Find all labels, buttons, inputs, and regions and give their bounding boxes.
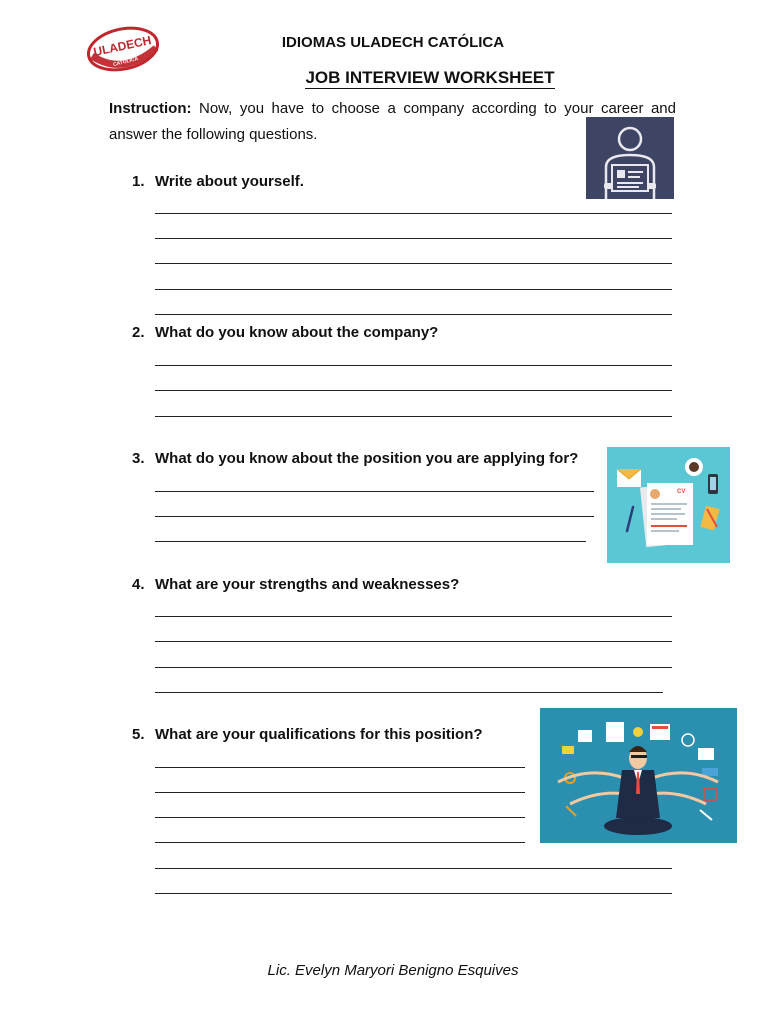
answer-line[interactable] [155,817,525,818]
question-2 [132,324,438,341]
answer-line[interactable] [155,213,672,214]
question-text: What are your qualifications for this position? [155,726,483,743]
answer-line[interactable] [155,792,525,793]
institution-name: IDIOMAS ULADECH CATÓLICA [281,34,505,51]
answer-line[interactable] [155,263,672,264]
desk-cv-illustration [607,447,730,563]
question-1 [132,173,304,190]
answer-line[interactable] [155,365,672,366]
answer-line[interactable] [155,491,594,492]
answer-line[interactable] [155,692,663,693]
question-number: 5. [132,726,145,743]
answer-line[interactable] [155,616,672,617]
question-text: What do you know about the position you are applying for? [155,450,579,467]
answer-line[interactable] [155,767,525,768]
answer-line[interactable] [155,667,672,668]
question-text: Write about yourself. [155,173,304,190]
multitasking-businessman-illustration [540,708,737,843]
instruction-text: Now, you have to choose a company according to your career and answer the following questions. [109,100,676,143]
question-number: 1. [132,173,145,190]
answer-line[interactable] [155,541,586,542]
question-5 [132,726,483,743]
question-3 [132,450,578,467]
document-title-text: JOB INTERVIEW WORKSHEET [305,68,555,87]
question-number: 2. [132,324,145,341]
answer-line[interactable] [155,641,672,642]
answer-line[interactable] [155,516,594,517]
logo-subtext: CATÓLICA [112,56,139,69]
answer-line[interactable] [155,314,672,315]
answer-line[interactable] [155,868,672,869]
question-text: What are your strengths and weaknesses? [155,576,460,593]
logo-text: ULADECH [92,33,153,60]
answer-line[interactable] [155,289,672,290]
author-footer: Lic. Evelyn Maryori Benigno Esquives [267,962,519,979]
question-text: What do you know about the company? [155,324,439,341]
answer-line[interactable] [155,238,672,239]
question-number: 4. [132,576,145,593]
question-number: 3. [132,450,145,467]
document-title [0,68,768,88]
question-4 [132,576,459,593]
cv-card-text: CV [677,489,686,495]
answer-line[interactable] [155,416,672,417]
answer-line[interactable] [155,842,525,843]
answer-line[interactable] [155,893,672,894]
instruction-label: Instruction: [109,100,192,117]
answer-line[interactable] [155,390,672,391]
resume-person-illustration [586,117,674,199]
